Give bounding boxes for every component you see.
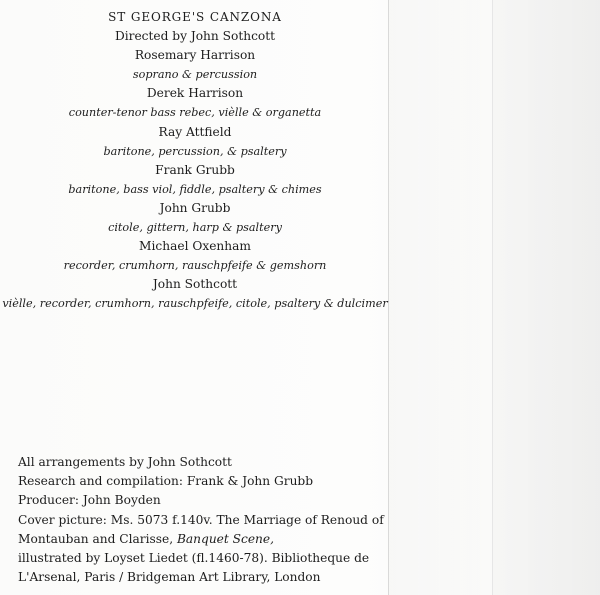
- producer-line: Producer: John Boyden: [18, 493, 161, 508]
- panel-shade-right: [492, 0, 600, 595]
- performer-role: counter-tenor bass rebec, vièlle & organetta: [68, 106, 322, 120]
- performer-name: John Grubb: [159, 200, 231, 215]
- panel-shade-middle: [388, 0, 492, 595]
- performer-role: citole, gittern, harp & psaltery: [108, 221, 282, 235]
- performer-role: vièlle, recorder, crumhorn, rauschpfeife, citole, psaltery & dulcimer: [2, 297, 388, 311]
- cover-picture-line-1: Cover picture: Ms. 5073 f.140v. The Marriage of Renoud of: [18, 512, 384, 527]
- cover-picture-line-3: illustrated by Loyset Liedet (fl.1460-78). Bibliotheque de: [18, 551, 370, 566]
- production-credits: [18, 453, 393, 587]
- performer-role: baritone, bass viol, fiddle, psaltery & chimes: [68, 182, 322, 196]
- performer-name: Derek Harrison: [146, 86, 244, 101]
- cover-picture-line-2: [18, 530, 393, 549]
- performer-name: Rosemary Harrison: [134, 48, 256, 63]
- research-line: Research and compilation: Frank & John Grubb: [18, 474, 314, 489]
- performer-role: soprano & percussion: [132, 68, 258, 82]
- director-line: Directed by John Sothcott: [114, 29, 276, 44]
- cover-picture-text: Montauban and Clarisse,: [18, 531, 177, 546]
- performer-name: Frank Grubb: [155, 162, 235, 177]
- cover-picture-title: Banquet Scene,: [176, 531, 274, 546]
- fold-line-right: [492, 0, 493, 595]
- performer-role: recorder, crumhorn, rauschpfeife & gemshorn: [63, 259, 327, 273]
- ensemble-name: ST GEORGE'S CANZONA: [108, 10, 282, 24]
- performer-name: Ray Attfield: [158, 124, 232, 139]
- performer-name: John Sothcott: [152, 277, 238, 292]
- performer-credits: [0, 8, 390, 314]
- performer-name: Michael Oxenham: [139, 239, 251, 254]
- arrangements-line: All arrangements by John Sothcott: [18, 455, 232, 469]
- cover-picture-line-4: L'Arsenal, Paris / Bridgeman Art Library, London: [18, 570, 321, 585]
- performer-role: baritone, percussion, & psaltery: [103, 144, 287, 158]
